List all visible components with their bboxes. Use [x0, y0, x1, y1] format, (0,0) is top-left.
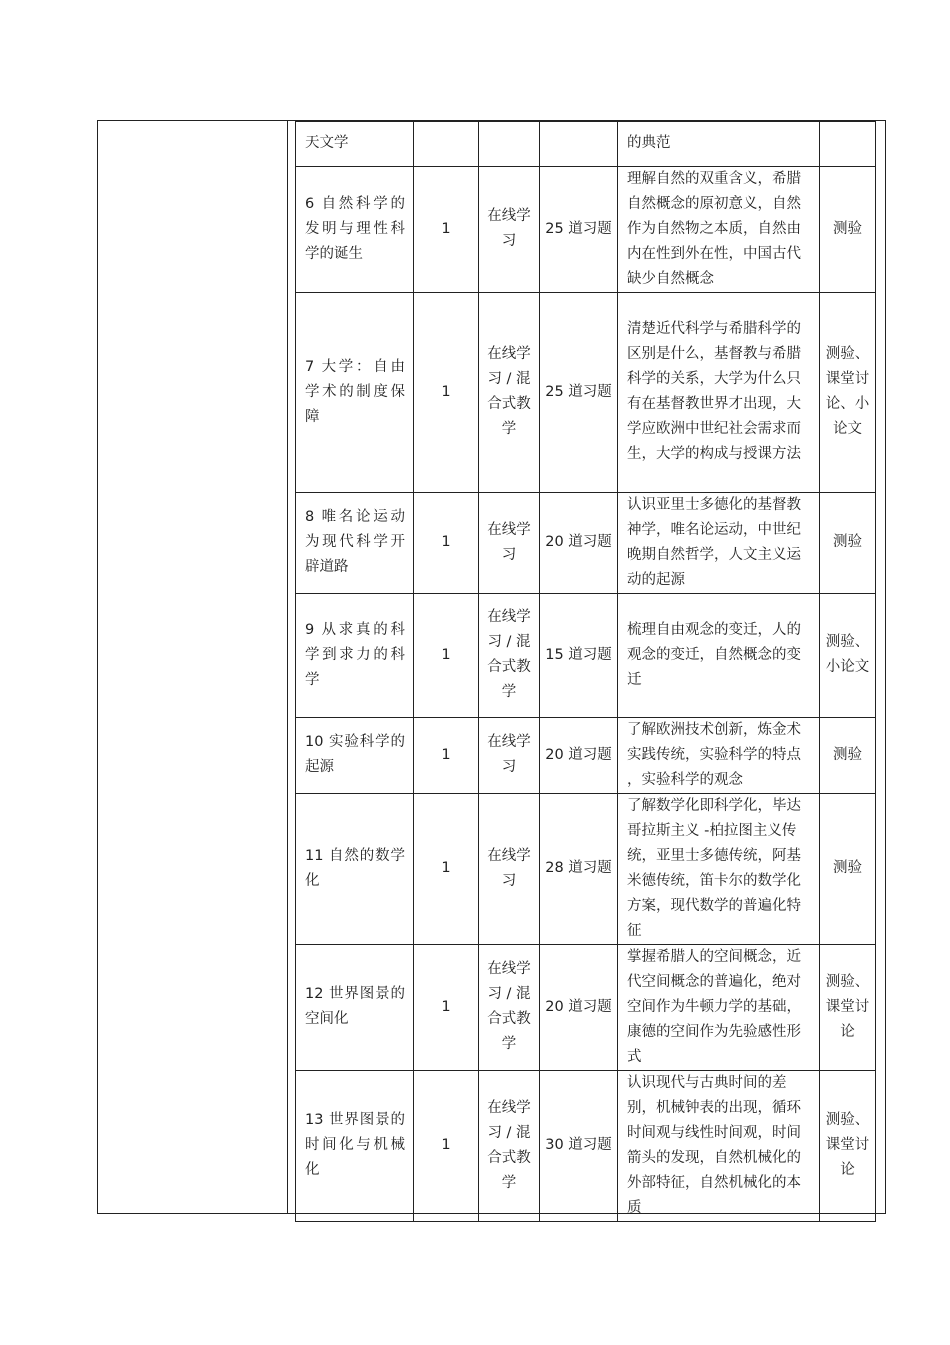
lesson-description: 的典范: [618, 121, 820, 166]
table-row: [296, 166, 876, 292]
lesson-description: 梳理自由观念的变迁，人的观念的变迁，自然概念的变迁: [618, 593, 820, 717]
lesson-exercise-count: 20 道习题: [540, 717, 618, 793]
lesson-credit: 1: [414, 793, 479, 944]
lesson-assessment: 测验、小论文: [820, 593, 876, 717]
lesson-assessment: 测验: [820, 166, 876, 292]
lesson-exercise-count: 30 道习题: [540, 1070, 618, 1221]
lesson-mode: 在线学习: [479, 793, 540, 944]
lesson-description: 认识现代与古典时间的差别，机械钟表的出现，循环时间观与线性时间观，时间箭头的发现，自然机械化的外部特征，自然机械化的本质: [618, 1070, 820, 1221]
lesson-title: 13 世界图景的时间化与机械化: [296, 1070, 414, 1221]
table-row: [296, 1070, 876, 1221]
lesson-assessment: 测验、课堂讨论: [820, 1070, 876, 1221]
lesson-credit: 1: [414, 717, 479, 793]
lesson-assessment: 测验: [820, 717, 876, 793]
lesson-title: 7 大学：自由学术的制度保障: [296, 292, 414, 492]
lesson-mode: 在线学习: [479, 492, 540, 593]
lesson-credit: 1: [414, 492, 479, 593]
lesson-title: 10 实验科学的起源: [296, 717, 414, 793]
lesson-exercise-count: 20 道习题: [540, 492, 618, 593]
lesson-exercise-count: [540, 121, 618, 166]
lesson-description: 认识亚里士多德化的基督教神学，唯名论运动，中世纪晚期自然哲学，人文主义运动的起源: [618, 492, 820, 593]
lesson-credit: 1: [414, 166, 479, 292]
lesson-mode: 在线学习: [479, 717, 540, 793]
table-row: [296, 793, 876, 944]
lesson-mode: 在线学习: [479, 166, 540, 292]
lesson-mode: 在线学习 / 混合式教学: [479, 944, 540, 1070]
lesson-credit: 1: [414, 292, 479, 492]
lesson-exercise-count: 20 道习题: [540, 944, 618, 1070]
lesson-description: 了解欧洲技术创新，炼金术实践传统，实验科学的特点 ，实验科学的观念: [618, 717, 820, 793]
lesson-title: 8 唯名论运动为现代科学开辟道路: [296, 492, 414, 593]
lesson-assessment: 测验、课堂讨论: [820, 944, 876, 1070]
lesson-title: 6 自然科学的发明与理性科学的诞生: [296, 166, 414, 292]
lesson-assessment: [820, 121, 876, 166]
lesson-mode: 在线学习 / 混合式教学: [479, 1070, 540, 1221]
lesson-credit: [414, 121, 479, 166]
lesson-exercise-count: 25 道习题: [540, 292, 618, 492]
course-schedule-table: [295, 120, 876, 1222]
table-row: [296, 944, 876, 1070]
lesson-credit: 1: [414, 944, 479, 1070]
table-left-column: [97, 120, 288, 1214]
lesson-title: 11 自然的数学化: [296, 793, 414, 944]
table-row: [296, 292, 876, 492]
table-row: [296, 593, 876, 717]
lesson-mode: 在线学习 / 混合式教学: [479, 292, 540, 492]
table-row: [296, 121, 876, 166]
lesson-description: 清楚近代科学与希腊科学的区别是什么，基督教与希腊科学的关系，大学为什么只有在基督教世界才出现，大学应欧洲中世纪社会需求而生，大学的构成与授课方法: [618, 292, 820, 492]
lesson-assessment: 测验: [820, 492, 876, 593]
lesson-exercise-count: 25 道习题: [540, 166, 618, 292]
table-row: [296, 717, 876, 793]
lesson-description: 理解自然的双重含义，希腊自然概念的原初意义，自然作为自然物之本质，自然由内在性到外在性，中国古代缺少自然概念: [618, 166, 820, 292]
table-row: [296, 492, 876, 593]
lesson-description: 了解数学化即科学化，毕达哥拉斯主义 -柏拉图主义传统，亚里士多德传统，阿基米德传统，笛卡尔的数学化方案，现代数学的普遍化特征: [618, 793, 820, 944]
lesson-title: 9 从求真的科学到求力的科学: [296, 593, 414, 717]
lesson-exercise-count: 15 道习题: [540, 593, 618, 717]
lesson-title: 天文学: [296, 121, 414, 166]
lesson-exercise-count: 28 道习题: [540, 793, 618, 944]
lesson-assessment: 测验、课堂讨论、小论文: [820, 292, 876, 492]
lesson-credit: 1: [414, 1070, 479, 1221]
lesson-mode: [479, 121, 540, 166]
lesson-credit: 1: [414, 593, 479, 717]
lesson-mode: 在线学习 / 混合式教学: [479, 593, 540, 717]
lesson-assessment: 测验: [820, 793, 876, 944]
lesson-title: 12 世界图景的空间化: [296, 944, 414, 1070]
lesson-description: 掌握希腊人的空间概念，近代空间概念的普遍化，绝对空间作为牛顿力学的基础，康德的空间作为先验感性形式: [618, 944, 820, 1070]
